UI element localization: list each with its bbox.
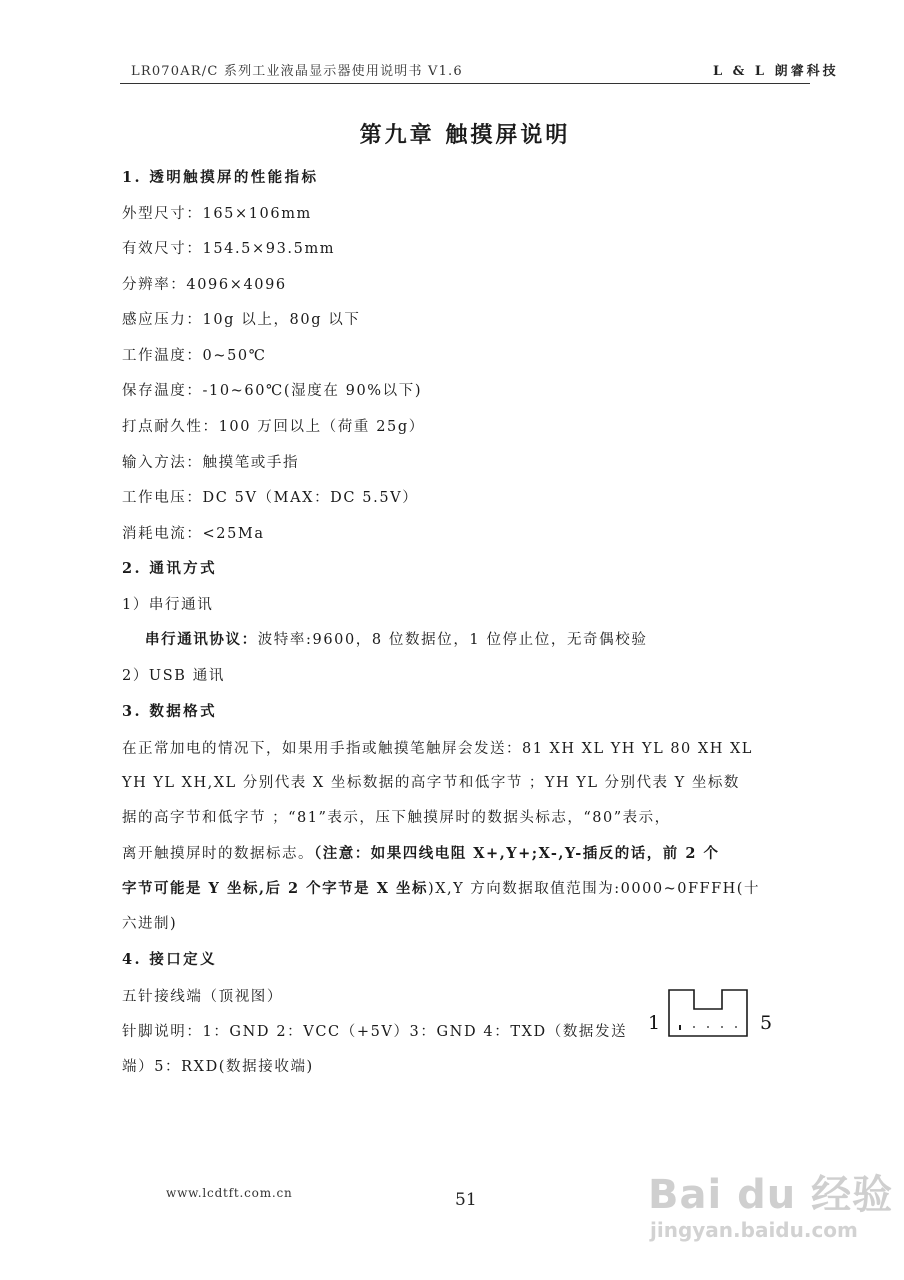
header-document-title: LR070AR/C 系列工业液晶显示器使用说明书 V1.6: [131, 64, 463, 79]
usb-label: 2）USB 通讯: [122, 668, 225, 684]
chapter-title: 第九章 触摸屏说明: [359, 123, 571, 148]
pin-description-line-1: 针脚说明：1：GND 2：VCC（+5V）3：GND 4：TXD（数据发送: [122, 1024, 628, 1040]
data-format-line-4: [122, 842, 720, 863]
serial-label: 1）串行通讯: [122, 597, 214, 613]
serial-protocol: [145, 628, 647, 649]
data-format-line-2: YH YL XH,XL 分别代表 X 坐标数据的高字节和低字节 ；YH YL 分别代表 Y 坐标数: [122, 775, 740, 791]
data-format-line-6: 六进制): [122, 916, 178, 932]
spec-resolution: 分辨率：4096×4096: [122, 277, 287, 293]
pin-description-line-2: 端）5：RXD(数据接收端): [122, 1059, 314, 1075]
section-1-heading: 1. 透明触摸屏的性能指标: [122, 169, 319, 186]
footer-website: www.lcdtft.com.cn: [166, 1186, 293, 1200]
spec-storage-temp: 保存温度：-10~60℃(湿度在 90%以下): [122, 383, 423, 399]
section-2-heading: 2. 通讯方式: [122, 560, 217, 577]
spec-active-area: 有效尺寸：154.5×93.5mm: [122, 241, 336, 257]
spec-input-method: 输入方法：触摸笔或手指: [122, 455, 300, 471]
data-format-range: )X,Y 方向数据取值范围为:0000~0FFFH(十: [428, 881, 760, 897]
spec-voltage: 工作电压：DC 5V（MAX：DC 5.5V）: [122, 490, 419, 506]
page-number: 51: [455, 1190, 477, 1210]
data-format-note: （注意：如果四线电阻 X+,Y+;X-,Y-插反的话，前 2 个: [314, 845, 720, 862]
watermark-url: jingyan.baidu.com: [650, 1218, 858, 1242]
header-company-name: L & L 朗睿科技: [713, 64, 839, 79]
connector-pin-5-label: 5: [760, 1012, 773, 1034]
watermark-logo: Bai du 经验: [648, 1172, 894, 1218]
five-pin-connector-diagram: [668, 989, 748, 1037]
spec-current: 消耗电流：<25Ma: [122, 526, 265, 542]
data-format-line-3: 据的高字节和低字节 ；“81”表示，压下触摸屏时的数据头标志，“80”表示，: [122, 810, 671, 826]
serial-protocol-label: 串行通讯协议：: [145, 631, 258, 648]
data-format-note-cont: 字节可能是 Y 坐标,后 2 个字节是 X 坐标: [122, 880, 429, 897]
data-format-line-1: 在正常加电的情况下，如果用手指或触摸笔触屏会发送：81 XH XL YH YL 80 XH XL: [122, 741, 753, 757]
data-format-line-4-plain: 离开触摸屏时的数据标志。: [122, 846, 314, 862]
data-format-line-5: [122, 877, 760, 898]
spec-dimensions: 外型尺寸：165×106mm: [122, 206, 312, 222]
spec-pressure: 感应压力：10g 以上，80g 以下: [122, 312, 361, 328]
section-3-heading: 3. 数据格式: [122, 703, 217, 720]
connector-pin-1-label: 1: [648, 1012, 661, 1034]
spec-durability: 打点耐久性：100 万回以上（荷重 25g）: [122, 419, 425, 435]
section-4-heading: 4. 接口定义: [122, 951, 217, 968]
header-divider: [120, 83, 810, 84]
spec-operating-temp: 工作温度：0~50℃: [122, 348, 267, 364]
serial-protocol-value: 波特率:9600，8 位数据位，1 位停止位，无奇偶校验: [257, 632, 648, 648]
connector-title: 五针接线端（顶视图）: [122, 989, 283, 1005]
